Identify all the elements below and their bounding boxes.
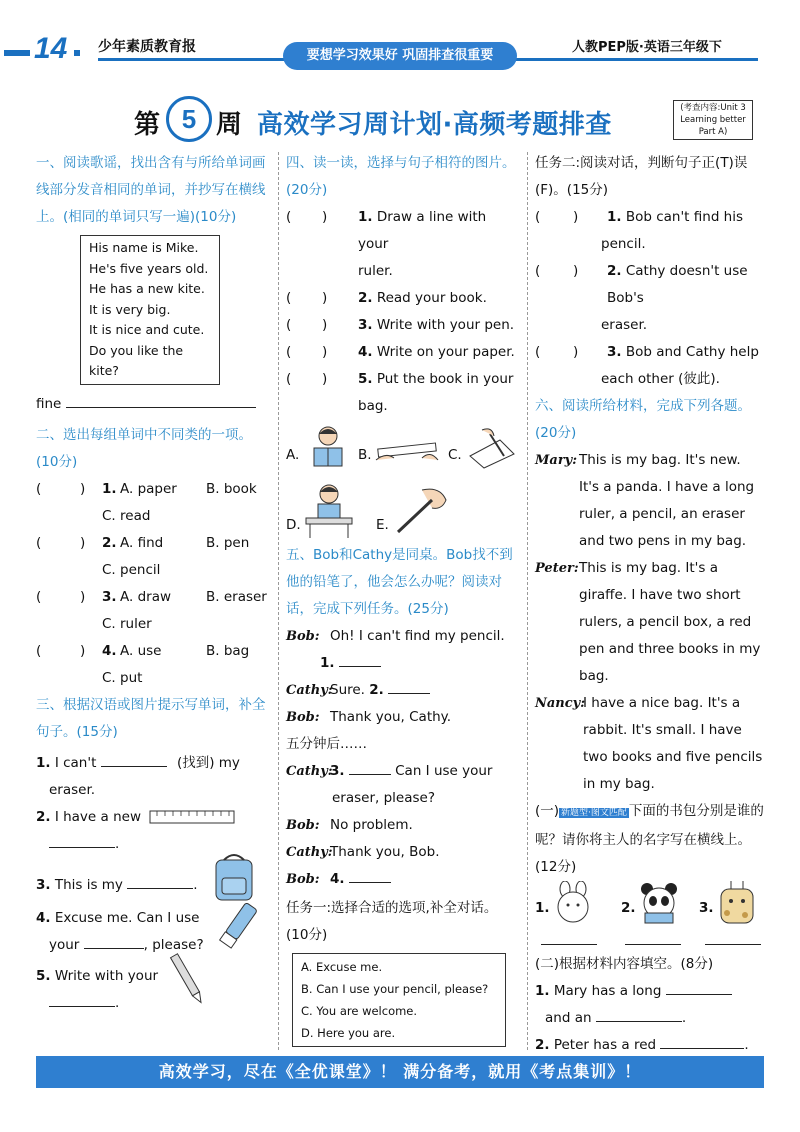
part-2-title: (二)根据材料内容填空。(8分) (535, 956, 714, 972)
task-2-title: 任务二:阅读对话，判断句子正(T)误(F)。(15分) (535, 155, 748, 198)
picture-options: A. B. C. D. E. (286, 424, 519, 542)
option: C. You are welcome. (301, 1004, 418, 1018)
scope-line: (考查内容:Unit 3 (680, 103, 746, 113)
page-title: 高效学习周计划·高频考题排查 (257, 110, 612, 140)
column-divider (278, 152, 279, 1050)
s4-item: ( ) 5. Put the book in your (286, 371, 514, 387)
chant-line: He's five years old. (89, 260, 209, 276)
dialogue-line: Cathy: Sure. 2. (286, 677, 519, 704)
tf-item: ( ) 2. Cathy doesn't use Bob's (535, 263, 748, 306)
giraffe-bag-icon (715, 879, 759, 927)
answer-blank[interactable] (666, 979, 732, 995)
girl-at-desk-picture (302, 482, 356, 540)
answer-paren[interactable] (56, 476, 80, 503)
girl-reading-picture (304, 424, 352, 476)
s2-item: ( ) 4. A. use B. bag C. put (36, 638, 270, 692)
hand-writing-picture (464, 426, 518, 470)
scope-line: Learning better (680, 115, 746, 125)
dialogue-line: Cathy: 3. Can I use your (286, 758, 519, 785)
section-2-title: 二、选出每组单词中不同类的一项。(10分) (36, 426, 252, 470)
dialogue-note: 五分钟后…… (286, 736, 367, 752)
answer-blank[interactable] (49, 832, 115, 848)
fill-item: 1. Mary has a long (535, 978, 764, 1005)
tf-item: ( ) 3. Bob and Cathy help (535, 344, 759, 360)
chant-line: His name is Mike. (89, 240, 199, 255)
scope-box (673, 100, 753, 140)
column-left (36, 150, 270, 1017)
chant-box (80, 235, 220, 385)
answer-blank[interactable] (625, 929, 681, 945)
passage-peter: Peter: This is my bag. It's a giraffe. I have two short rulers, a pencil box, a red pen and three books in my bag. (535, 560, 761, 684)
answer-blank[interactable] (349, 759, 391, 775)
answer-blank[interactable] (127, 873, 193, 889)
dialogue-line: Cathy: Thank you, Bob. (286, 844, 440, 860)
answer-blank[interactable] (596, 1006, 682, 1022)
section-1-title: 一、阅读歌谣，找出含有与所给单词画线部分发音相同的单词，并抄写在横线上。(相同的单词只写一遍)(10分) (36, 155, 266, 225)
tf-item-cont: each other (彼此). (601, 371, 720, 387)
s4-item-cont: ruler. (358, 263, 393, 279)
answer-paren[interactable] (56, 584, 80, 611)
s3-q5: 5. Write with your (36, 967, 159, 984)
chant-line: Do you like the kite? (89, 342, 184, 378)
s4-item: ( ) 3. Write with your pen. (286, 317, 515, 333)
edition-label: 人教PEP版·英语三年级下 (572, 40, 722, 55)
s3-q1-cont: eraser. (49, 781, 96, 798)
answer-blank[interactable] (84, 933, 144, 949)
slogan-banner: 要想学习效果好 巩固排查很重要 (283, 42, 517, 70)
s4-item-cont: bag. (358, 398, 388, 414)
answer-blank[interactable] (705, 929, 761, 945)
pencil-icon (168, 950, 208, 1010)
part-1-title: (一) 新题型·图文匹配 下面的书包分别是谁的呢？请你将主人的名字写在横线上。(12分) (535, 803, 764, 875)
section-6-title: 六、阅读所给材料，完成下列各题。(20分) (535, 398, 751, 441)
dialogue-line: Bob: Oh! I can't find my pencil. (286, 628, 505, 644)
tf-item: ( ) 1. Bob can't find his (535, 209, 744, 225)
answer-blank[interactable] (349, 867, 391, 883)
ruler-icon (149, 810, 235, 824)
answer-paren[interactable] (56, 638, 80, 665)
s4-item: ( ) 4. Write on your paper. (286, 344, 515, 360)
answer-blank[interactable] (66, 392, 256, 408)
answer-paren[interactable] (56, 530, 80, 557)
answer-blank[interactable] (101, 751, 167, 767)
column-middle (286, 150, 519, 1047)
s3-q3: 3. This is my . (36, 872, 270, 899)
s4-item: ( ) 1. Draw a line with your (286, 209, 487, 252)
hand-pencil-picture (392, 484, 450, 536)
column-divider (527, 152, 528, 1050)
option: A. Excuse me. (301, 960, 383, 974)
chant-line: It is very big. (89, 301, 171, 317)
s3-q1: 1. I can't (找到) my (36, 750, 270, 777)
s2-item: ( ) 1. A. paper B. book C. read (36, 476, 270, 530)
passage-nancy: Nancy: I have a nice bag. It's a rabbit. It's small. I have two books and five pencils in my bag. (535, 695, 763, 792)
panda-bag-icon (637, 881, 681, 925)
paper-name: 少年素质教育报 (98, 39, 196, 55)
options-box (292, 953, 506, 1047)
week-suffix: 周 (216, 110, 243, 140)
s4-item: ( ) 2. Read your book. (286, 290, 487, 306)
section-4-title: 四、读一读，选择与句子相符的图片。(20分) (286, 155, 516, 198)
answer-blank[interactable] (339, 651, 381, 667)
dialogue-line: Bob: 4. (286, 866, 519, 893)
answer-blank[interactable] (541, 929, 597, 945)
s3-q2-blank: . (36, 831, 270, 858)
passage-mary: Mary: This is my bag. It's new. It's a panda. I have a long ruler, a pencil, an eraser and two pens in my bag. (535, 452, 755, 549)
column-right (535, 150, 764, 1059)
glue-stick-icon (216, 898, 260, 954)
s2-item: ( ) 2. A. find B. pen C. pencil (36, 530, 270, 584)
option: D. Here you are. (301, 1026, 396, 1040)
answer-blank[interactable] (49, 991, 115, 1007)
answer-blank[interactable] (660, 1033, 744, 1049)
task-1-title: 任务一:选择合适的选项,补全对话。(10分) (286, 900, 498, 943)
week-number-badge: 5 (166, 96, 212, 142)
dialogue-line: Bob: Thank you, Cathy. (286, 709, 452, 725)
bag-pictures: 1. 2. 3. (535, 881, 764, 951)
section-3-title: 三、根据汉语或图片提示写单词，补全句子。(15分) (36, 696, 266, 740)
dialogue-line-cont: eraser, please? (332, 790, 436, 806)
dialogue-line: Bob: No problem. (286, 817, 413, 833)
option: B. Can I use your pencil, please? (301, 982, 489, 996)
s3-q2: 2. I have a new (36, 804, 270, 831)
page-number: 14 (34, 32, 68, 65)
s2-item: ( ) 3. A. draw B. eraser C. ruler (36, 584, 270, 638)
hands-ruler-picture (372, 432, 442, 472)
page-header (0, 0, 800, 90)
backpack-icon (210, 850, 258, 902)
chant-line: It is nice and cute. (89, 322, 205, 337)
rabbit-bag-icon (551, 881, 595, 925)
dialogue-blank: 1. (286, 650, 519, 677)
s3-q4: 4. Excuse me. Can I use (36, 909, 200, 926)
s3-q5-blank: . (36, 990, 270, 1017)
fill-item-cont: and an . (535, 1005, 764, 1032)
week-prefix: 第 (134, 110, 161, 140)
s3-q4-cont: your , please? (36, 932, 270, 959)
scope-line: Part A) (698, 127, 728, 137)
section-5-title: 五、Bob和Cathy是同桌。Bob找不到他的铅笔了，他会怎么办呢？阅读对话，完成下列任务。(25分) (286, 547, 513, 617)
tf-item-cont: pencil. (601, 236, 646, 252)
footer-banner: 高效学习，尽在《全优课堂》！ 满分备考，就用《考点集训》！ (36, 1056, 764, 1088)
chant-line: He has a new kite. (89, 281, 205, 296)
fine-word: fine (36, 395, 62, 412)
answer-blank[interactable] (388, 678, 430, 694)
fill-item: 2. Peter has a red . (535, 1032, 764, 1059)
tf-item-cont: eraser. (601, 317, 648, 333)
